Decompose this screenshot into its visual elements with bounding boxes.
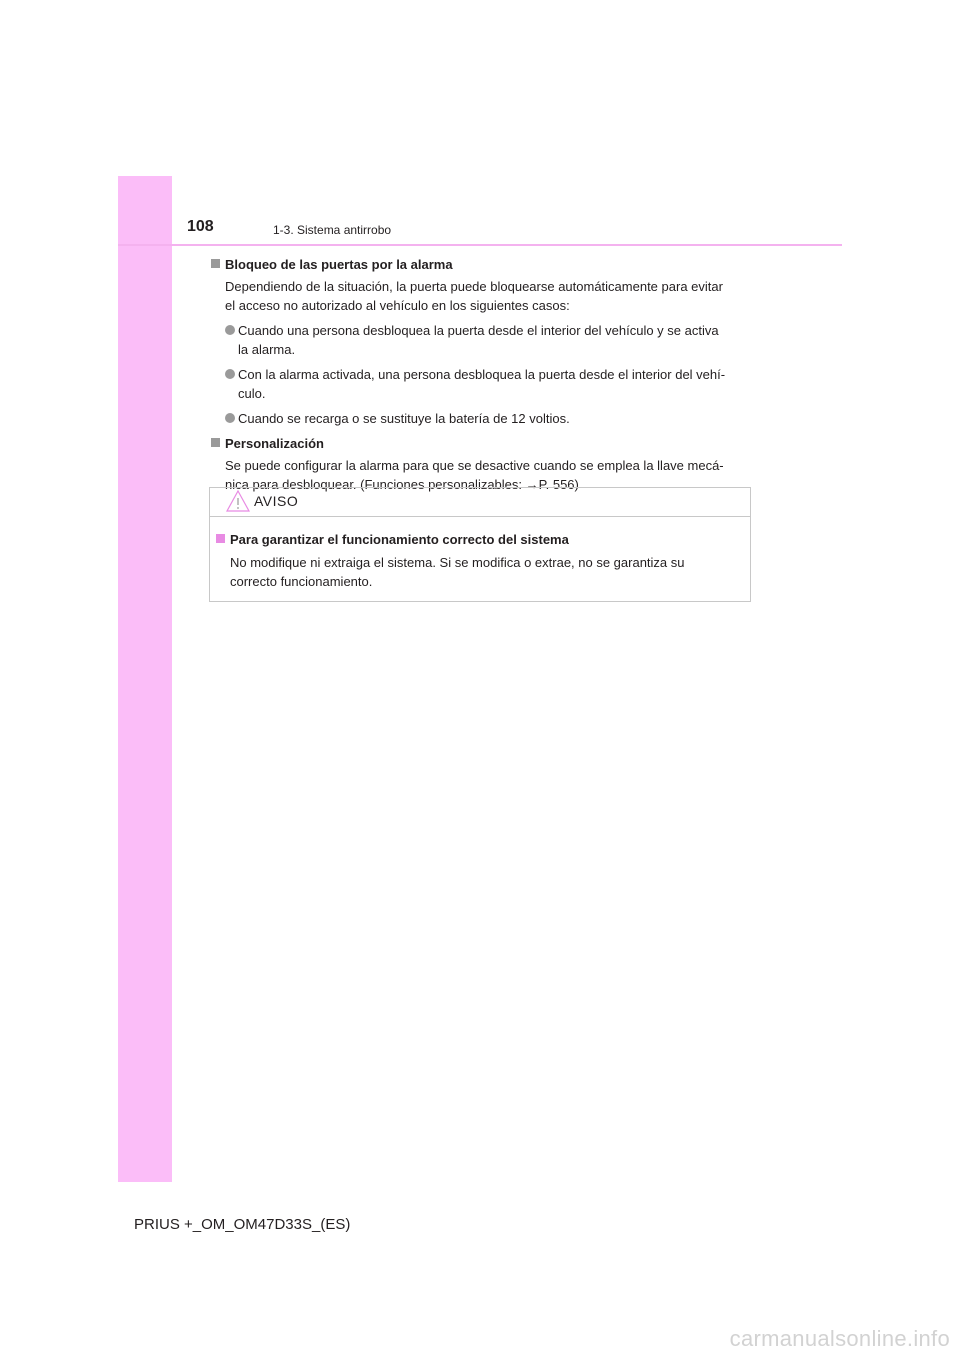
section-intro: Dependiendo de la situación, la puerta puede bloquearse automáticamente para evitar el acceso no autorizado al vehículo en los siguientes casos: [225, 279, 723, 313]
page-header [118, 176, 842, 246]
section-intro: Se puede configurar la alarma para que se desactive cuando se emplea la llave mecá- nica para desbloquear. (Funciones personalizables: →P. 556) [225, 458, 724, 492]
circle-bullet-icon [225, 413, 235, 423]
warning-triangle-icon [226, 490, 250, 512]
list-item: Con la alarma activada, una persona desbloquea la puerta desde el interior del vehí- culo. [209, 365, 751, 403]
circle-bullet-icon [225, 369, 235, 379]
square-bullet-icon [211, 259, 220, 268]
document-code: PRIUS +_OM_OM47D33S_(ES) [134, 1216, 351, 1233]
section-title: 1-3. Sistema antirrobo [273, 223, 392, 237]
header-rule [118, 244, 842, 246]
main-content [209, 255, 751, 500]
list-item: Cuando una persona desbloquea la puerta desde el interior del vehículo y se activa la alarma. [209, 321, 751, 359]
warning-heading: Para garantizar el funcionamiento correcto del sistema [214, 530, 739, 549]
page-number: 108 [187, 218, 214, 235]
margin-color-band [118, 176, 172, 1182]
square-bullet-icon [211, 438, 220, 447]
watermark: carmanualsonline.info [729, 1326, 950, 1351]
warning-text: No modifique ni extraiga el sistema. Si se modifica o extrae, no se garantiza su correcto funcionamiento. [230, 555, 685, 589]
warning-box [209, 487, 751, 602]
warning-body [210, 517, 750, 591]
square-bullet-icon [216, 534, 225, 543]
circle-bullet-icon [225, 325, 235, 335]
section-heading: Personalización [209, 434, 751, 453]
section-heading: Bloqueo de las puertas por la alarma [209, 255, 751, 274]
list-item: Cuando se recarga o se sustituye la batería de 12 voltios. [209, 409, 751, 428]
warning-label: AVISO [254, 493, 299, 509]
warning-header [210, 488, 750, 517]
